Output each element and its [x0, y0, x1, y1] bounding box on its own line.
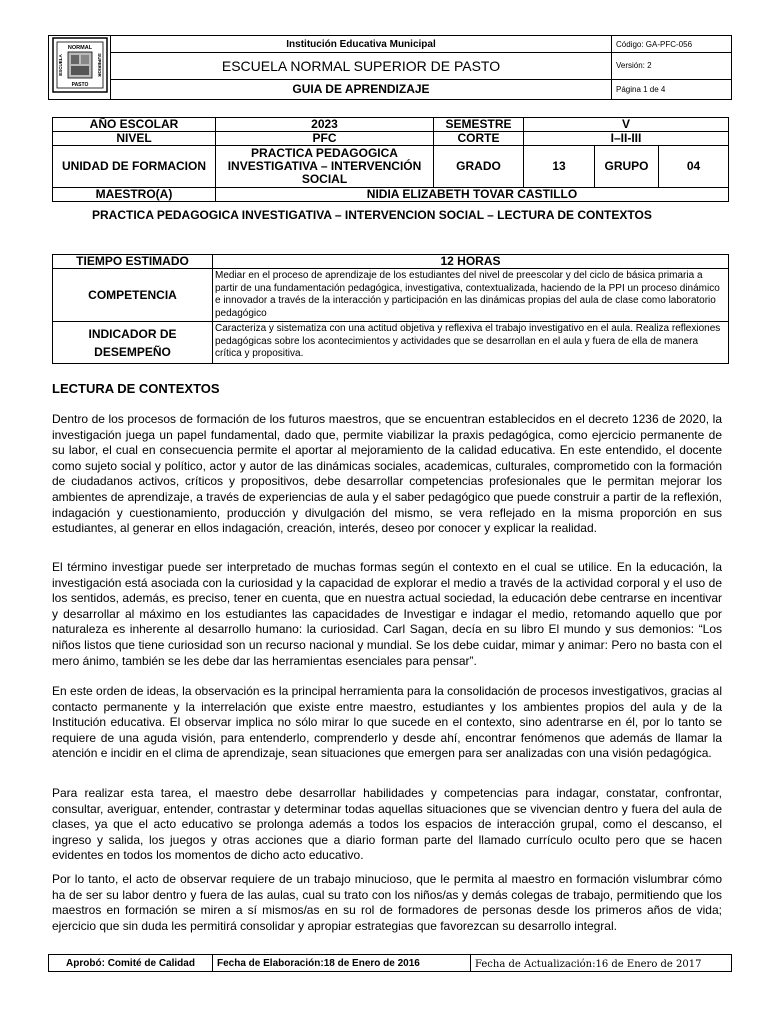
semester-value: V [524, 118, 729, 132]
competence-text: Mediar en el proceso de aprendizaje de los estudiantes del nivel de preescolar y del ciclo de básica primaria a partir de una fundamentación pedagógica, investigativa, contextualizada, haciendo de la PPI un proceso dinámico e innovador a través de la interacción y participación en las dinámicas propias del aula de clase como laboratorio pedagógico [213, 269, 729, 322]
semester-label: SEMESTRE [434, 118, 524, 132]
group-label: GRUPO [595, 146, 659, 188]
unit-value: PRACTICA PEDAGOGICA INVESTIGATIVA – INTERVENCIÓN SOCIAL [216, 146, 434, 188]
institution-name: Institución Educativa Municipal [111, 36, 612, 53]
unit-label: UNIDAD DE FORMACION [53, 146, 216, 188]
year-label: AÑO ESCOLAR [53, 118, 216, 132]
approved-by: Aprobó: Comité de Calidad [49, 955, 213, 972]
level-value: PFC [216, 132, 434, 146]
year-value: 2023 [216, 118, 434, 132]
page-number: Página 1 de 4 [612, 79, 732, 99]
group-value: 04 [659, 146, 729, 188]
guide-subtitle: PRACTICA PEDAGOGICA INVESTIGATIVA – INTERVENCION SOCIAL – LECTURA DE CONTEXTOS [92, 208, 652, 222]
document-code: Código: GA-PFC-056 [612, 36, 732, 53]
svg-text:NORMAL: NORMAL [67, 45, 92, 51]
paragraph: El término investigar puede ser interpretado de muchas formas según el contexto en el cual se utilice. En la educación, la investigación está asociada con la curiosidad y la capacidad de explorar el medio a través de la actividad corporal y el uso de los sentidos, además, es preciso, tener en cuenta, que en nuestra actual sociedad, la educación debe centrarse en incentivar y desarrollar al máximo en los estudiantes las capacidades de Investigar e indagar el medio, retomando aquello que por naturaleza es inherente al desarrollo humano: la curiosidad. Carl Sagan, decía en su libro El mundo y sus demonios: “Los niños listos que tiene curiosidad son un recurso nacional y mundial. Se los debe cuidar, mimar y animar: Pero no basta con el mero ánimo, también se les debe dar las herramientas esenciales para pensar”. [52, 560, 722, 668]
time-value: 12 HORAS [213, 255, 729, 269]
svg-text:PASTO: PASTO [71, 82, 88, 88]
section-heading: LECTURA DE CONTEXTOS [52, 381, 220, 396]
competence-table [52, 254, 729, 364]
school-logo-cell [49, 36, 111, 100]
document-footer [48, 954, 732, 972]
paragraph: Por lo tanto, el acto de observar requiere de un trabajo minucioso, que le permita al maestro en formación vislumbrar cómo ha de ser su labor dentro y fuera de las aulas, cual su trato con los niños/as y demás colegas de trabajo, permitiendo que los maestros en formación se miren a sí mismos/as en su rol de formadores de personas desde los primeros años de vida; ejercicio que sin duda les permitirá consolidar y apropiar estrategias que favorezcan su desarrollo integral. [52, 872, 722, 933]
cut-label: CORTE [434, 132, 524, 146]
teacher-label: MAESTRO(A) [53, 188, 216, 202]
document-header [48, 35, 732, 100]
cut-value: I–II-III [524, 132, 729, 146]
course-info-table [52, 117, 729, 202]
grade-value: 13 [524, 146, 595, 188]
paragraph: En este orden de ideas, la observación es la principal herramienta para la consolidación de procesos investigativos, gracias al contacto permanente y la interrelación que existe entre maestro, estudiantes y los ambientes propios del aula y de la Institución educativa. El observar implica no sólo mirar lo que sucede en el contexto, sino adentrarse en él, por lo tanto se requiere de una aguda visión, para entenderlo, comprenderlo y desde ahí, encontrar fenómenos que además de llamar la atención e incidir en el clima de aprendizaje, sean situaciones que emergen para ser analizadas con una visión pedagógica. [52, 684, 722, 761]
document-type: GUIA DE APRENDIZAJE [111, 79, 612, 99]
level-label: NIVEL [53, 132, 216, 146]
indicator-label: INDICADOR DE DESEMPEÑO [53, 322, 213, 364]
paragraph: Dentro de los procesos de formación de los futuros maestros, que se encuentran establecidos en el decreto 1236 de 2020, la investigación juega un papel fundamental, dado que, permite viabilizar la praxis pedagógica, como ejercicio permanente de su labor, el cual en consecuencia permite el aportar al mejoramiento de la calidad educativa. En este entendido, el docente como sujeto social y político, actor y autor de las dinámicas sociales, academicas, culturales, comprometido con la formación de ciudadanos activos, críticos y propositivos, debe desarrollar competencias profesionales que le permitan mejorar los ambientes de aprendizaje, a través de experiencias de aula y el saber pedagógico que puede construir a partir de la reflexión, indagación y cuestionamiento, producción y divulgación del mismo, se vera reflejado en la misma proporción en sus estudiantes, al generar en ellos indagación, creación, interés, deseo por conocer y explicar la realidad. [52, 412, 722, 536]
document-version: Versión: 2 [612, 53, 732, 79]
creation-date: Fecha de Elaboración:18 de Enero de 2016 [213, 955, 471, 972]
paragraph: Para realizar esta tarea, el maestro debe desarrollar habilidades y competencias para indagar, constatar, confrontar, consultar, averiguar, entender, contrastar y determinar todas aquellas situaciones que se vivencian dentro y fuera del aula de clases, ya que el acto educativo se prolonga además a todos los espacios de interacción grupal, como el descanso, el ingreso y salida, los juegos y otras acciones que a diario forman parte del llamado currículo oculto pero que se hacen evidentes en todos los momentos de dicho acto educativo. [52, 786, 722, 863]
grade-label: GRADO [434, 146, 524, 188]
competence-label: COMPETENCIA [53, 269, 213, 322]
svg-text:SUPERIOR: SUPERIOR [96, 53, 102, 77]
teacher-name: NIDIA ELIZABETH TOVAR CASTILLO [216, 188, 729, 202]
time-label: TIEMPO ESTIMADO [53, 255, 213, 269]
svg-text:ESCUELA: ESCUELA [57, 54, 63, 76]
indicator-text: Caracteriza y sistematiza con una actitud objetiva y reflexiva el trabajo investigativo en el aula. Realiza reflexiones pedagógicas sobre los acontecimientos y actividades que se desarrollan en el aula y fuera de ella de manera crítica y propositiva. [213, 322, 729, 364]
update-date: Fecha de Actualización:16 de Enero de 2017 [471, 955, 732, 972]
school-name: ESCUELA NORMAL SUPERIOR DE PASTO [111, 53, 612, 79]
school-seal-icon [51, 36, 109, 94]
